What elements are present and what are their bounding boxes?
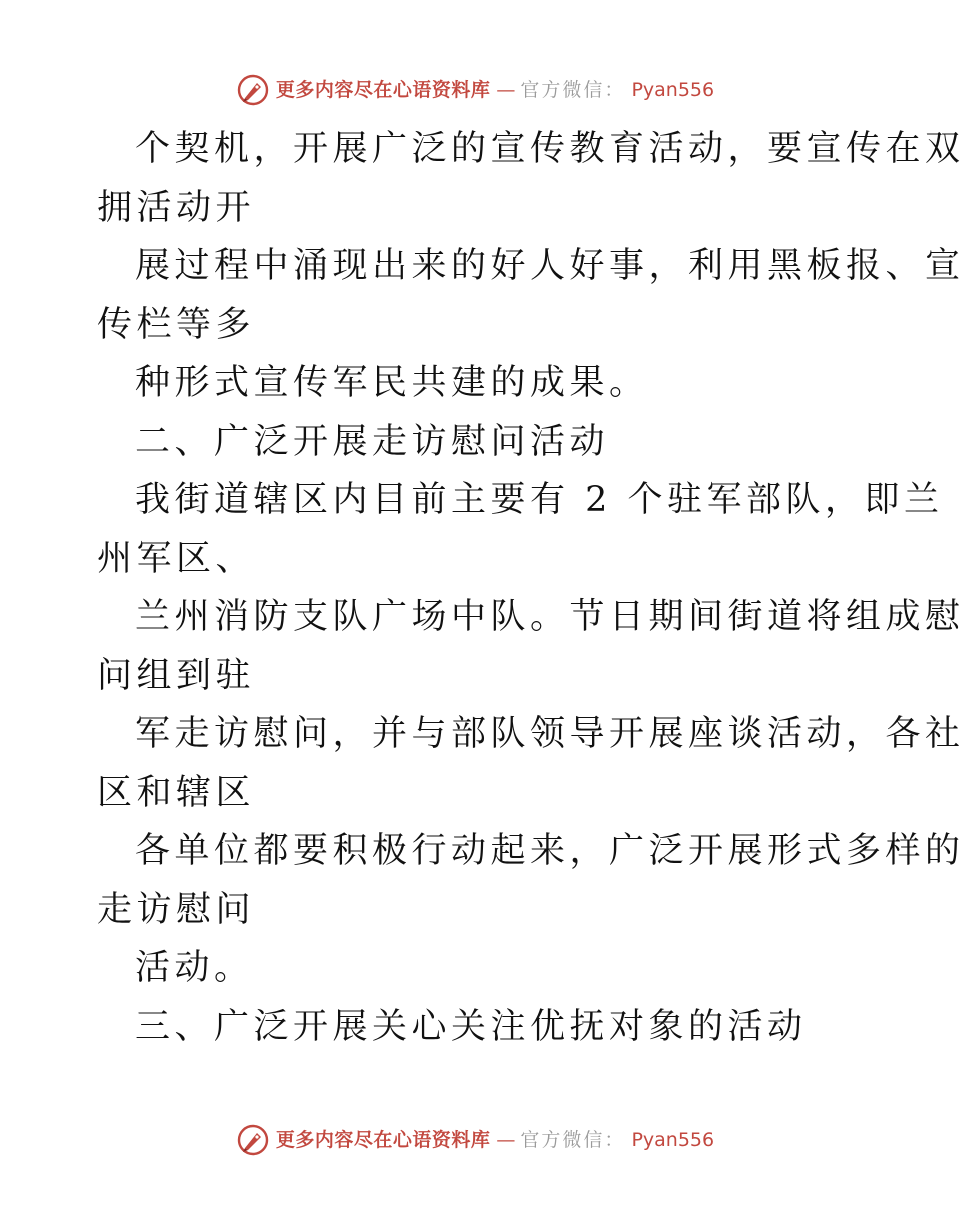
watermark-wechat-id: Pyan556 (631, 1128, 715, 1151)
text-line: 拥活动开 (97, 187, 256, 228)
footer-watermark (0, 1120, 950, 1160)
watermark-wechat-label: 官方微信： (520, 78, 626, 101)
text-line: 种形式宣传军民共建的成果。 (135, 363, 649, 403)
text-line: 我街道辖区内目前主要有 2 个驻军部队，即兰 (135, 480, 944, 520)
watermark-dash: — (496, 1128, 515, 1151)
pen-nib-icon (236, 73, 270, 107)
watermark-dash: — (496, 78, 515, 101)
watermark-wechat-label: 官方微信： (520, 1128, 626, 1151)
header-watermark (0, 70, 950, 110)
body-text (97, 120, 965, 1056)
text-line: 州军区、 (97, 538, 256, 579)
text-line: 军走访慰问，并与部队领导开展座谈活动，各社 (135, 714, 965, 754)
text-line: 个契机，开展广泛的宣传教育活动，要宣传在双 (135, 129, 965, 169)
watermark-promo-text: 更多内容尽在心语资料库 (275, 78, 491, 101)
text-line: 各单位都要积极行动起来，广泛开展形式多样的 (135, 831, 965, 871)
text-line: 活动。 (135, 948, 254, 988)
text-line: 兰州消防支队广场中队。节日期间街道将组成慰 (135, 597, 965, 637)
pen-nib-icon (236, 1123, 270, 1157)
text-line: 二、广泛开展走访慰问活动 (135, 421, 610, 462)
text-line: 问组到驻 (97, 655, 256, 696)
watermark-promo-text: 更多内容尽在心语资料库 (275, 1128, 491, 1151)
text-line: 三、广泛开展关心关注优抚对象的活动 (135, 1006, 807, 1047)
text-line: 展过程中涌现出来的好人好事，利用黑板报、宣 (135, 246, 965, 286)
text-line: 走访慰问 (97, 889, 256, 930)
text-line: 传栏等多 (97, 304, 256, 345)
text-line: 区和辖区 (97, 772, 256, 813)
watermark-wechat-id: Pyan556 (631, 78, 715, 101)
